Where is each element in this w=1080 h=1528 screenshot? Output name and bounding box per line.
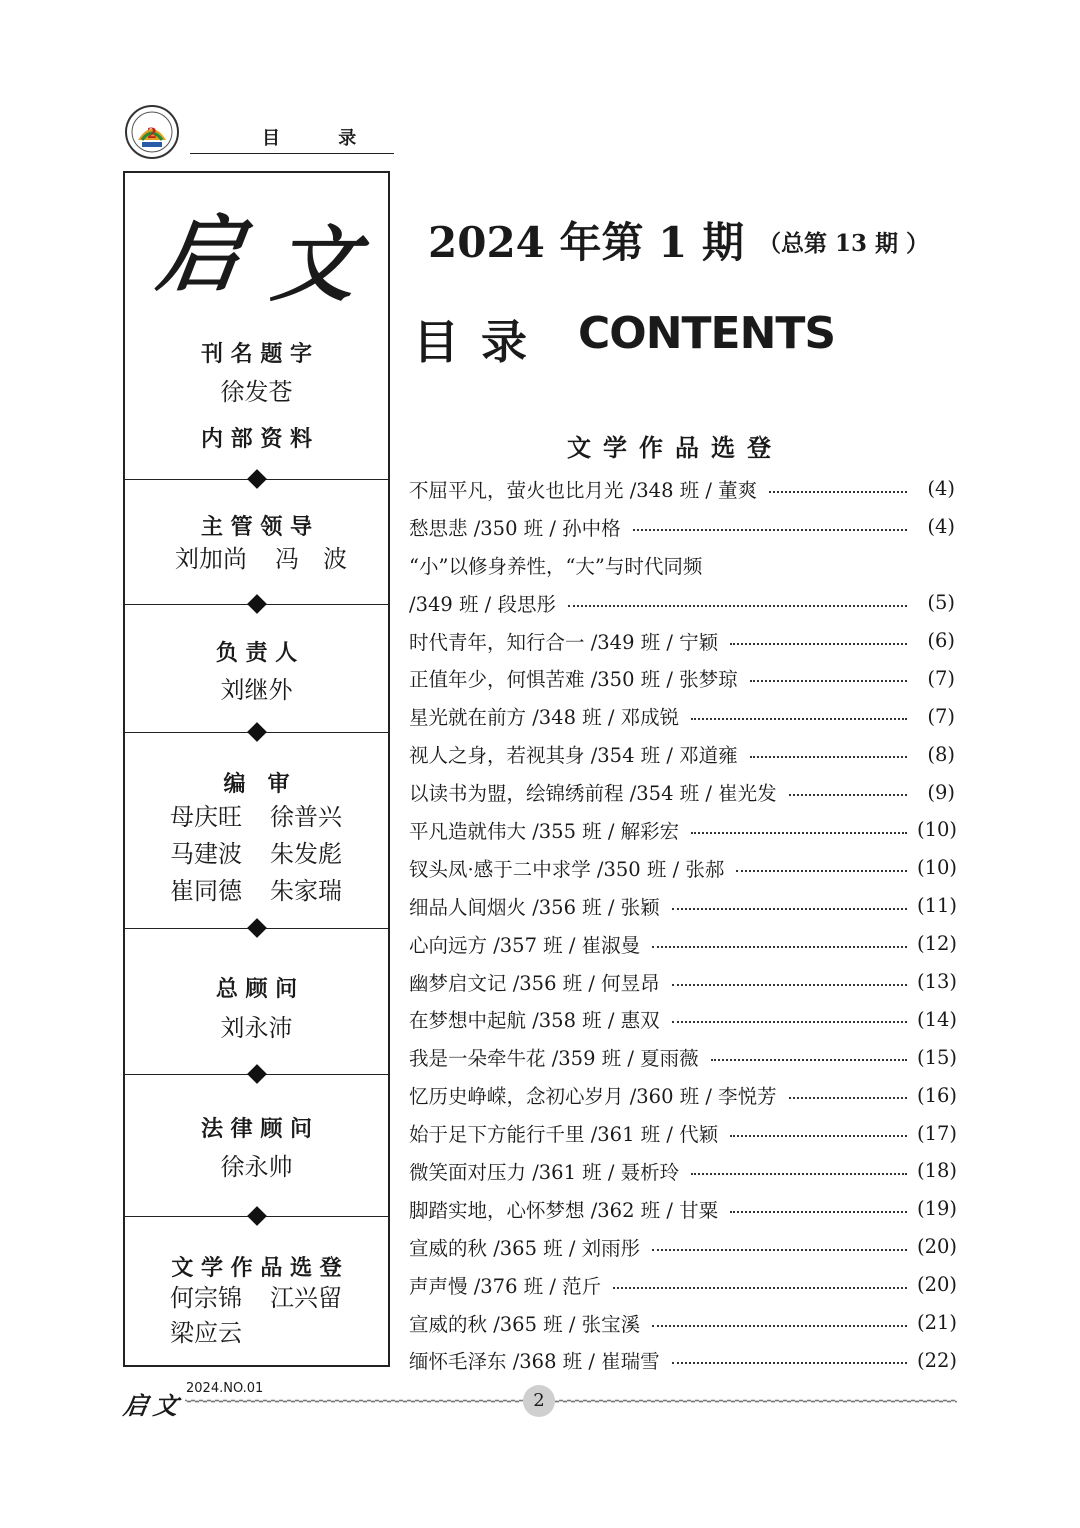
toc-entry xyxy=(409,1152,958,1190)
section-heading-responsible: 负 责 人 xyxy=(215,641,298,666)
toc-entry-page: (8) xyxy=(927,742,955,766)
toc-entry xyxy=(409,546,955,584)
toc-leader-dots xyxy=(730,1135,907,1137)
name-legal-advisor: 徐永帅 xyxy=(220,1153,293,1181)
toc-entry-title: 正值年少，何惧苦难 /350 班 / 张梦琼 xyxy=(409,668,738,692)
school-logo-icon xyxy=(124,104,180,160)
name: 朱发彪 xyxy=(270,840,342,868)
toc-entry-page: (17) xyxy=(917,1121,958,1145)
name: 马建波 xyxy=(170,840,242,868)
section-name-calligrapher: 徐发苍 xyxy=(220,378,293,406)
toc-entry xyxy=(409,1114,958,1152)
toc-entry xyxy=(409,584,955,622)
toc-leader-dots xyxy=(769,491,907,493)
toc-entry xyxy=(409,963,958,1001)
toc-entry-title: 愁思悲 /350 班 / 孙中格 xyxy=(409,516,621,540)
header-rule xyxy=(190,153,394,154)
masthead-title-char-1: 启 xyxy=(152,207,248,303)
toc-entry-page: (7) xyxy=(927,666,955,690)
header-title: 目 录 xyxy=(262,128,383,149)
toc-entry-page: (12) xyxy=(917,932,958,956)
toc-entry xyxy=(409,1304,958,1342)
toc-entry-page: (21) xyxy=(917,1311,958,1335)
toc-entry xyxy=(409,659,955,697)
toc-leader-dots xyxy=(672,1021,907,1023)
toc-entry-title: 忆历史峥嵘，念初心岁月 /360 班 / 李悦芳 xyxy=(409,1085,777,1109)
toc-entry-title: 平凡造就伟大 /355 班 / 解彩宏 xyxy=(409,819,680,843)
toc-entry-page: (10) xyxy=(917,818,958,842)
contents-title-en: CONTENTS xyxy=(578,308,836,359)
toc-leader-dots xyxy=(672,984,907,986)
toc-entry-title: 始于足下方能行千里 /361 班 / 代颖 xyxy=(409,1123,719,1147)
toc-entry-page: (5) xyxy=(927,591,955,615)
name-responsible: 刘继外 xyxy=(220,676,293,704)
toc-entry-page: (16) xyxy=(917,1083,958,1107)
toc-entry xyxy=(409,1076,958,1114)
toc-entry-title: 钗头凤·感于二中求学 /350 班 / 张郝 xyxy=(409,857,725,881)
svg-text:2: 2 xyxy=(147,126,157,142)
name: 梁应云 xyxy=(170,1319,242,1347)
toc-leader-dots xyxy=(750,680,907,682)
toc-entry-page: (15) xyxy=(917,1045,958,1069)
toc-entry-title: 缅怀毛泽东 /368 班 / 崔瑞雪 xyxy=(409,1350,660,1374)
toc-entry-page: (19) xyxy=(917,1197,958,1221)
name: 江兴留 xyxy=(270,1284,342,1312)
toc-leader-dots xyxy=(789,1097,907,1099)
toc-leader-dots xyxy=(633,529,907,531)
toc-leader-dots xyxy=(711,1059,907,1061)
names-supervisors xyxy=(175,541,375,578)
toc-entry xyxy=(409,1190,958,1228)
contents-title-cn: 目录 xyxy=(413,315,549,369)
toc-leader-dots xyxy=(691,1173,907,1175)
toc-leader-dots xyxy=(613,1287,907,1289)
toc-entry-title: 脚踏实地，心怀梦想 /362 班 / 甘粟 xyxy=(409,1198,719,1222)
toc-leader-dots xyxy=(691,718,907,720)
toc-leader-dots xyxy=(672,1362,907,1364)
name: 何宗锦 xyxy=(170,1284,242,1312)
toc-section-title: 文学作品选登 xyxy=(567,434,783,462)
toc-entry xyxy=(409,887,958,925)
toc-entry-page: (10) xyxy=(917,856,958,880)
toc-leader-dots xyxy=(691,832,907,834)
names-reviewers xyxy=(170,799,380,910)
issue-title: 2024 年第 1 期 xyxy=(428,218,744,267)
toc-entry-page: (11) xyxy=(917,894,958,918)
toc-entry xyxy=(409,1341,958,1379)
toc-entry xyxy=(409,773,955,811)
footer-masthead-mark: 启文 xyxy=(121,1391,186,1420)
toc-entry xyxy=(409,735,955,773)
section-heading-title-calligraphy: 刊 名 题 字 xyxy=(201,342,312,367)
toc-entry-title: “小”以修身养性，“大”与时代同频 xyxy=(409,554,703,578)
toc-entry-title: 星光就在前方 /348 班 / 邓成锐 xyxy=(409,706,680,730)
toc-entry-title: /349 班 / 段思彤 xyxy=(409,592,556,616)
toc-entry-page: (20) xyxy=(917,1273,958,1297)
section-heading-legal-advisor: 法 律 顾 问 xyxy=(201,1117,312,1142)
toc-entry xyxy=(409,849,958,887)
toc-leader-dots xyxy=(730,643,907,645)
section-heading-literary-editors: 文 学 作 品 选 登 xyxy=(171,1256,342,1281)
toc-leader-dots xyxy=(568,605,907,607)
toc-entry xyxy=(409,1228,958,1266)
toc-entry-page: (4) xyxy=(927,515,955,539)
toc-leader-dots xyxy=(672,908,907,910)
toc-entry-page: (20) xyxy=(917,1235,958,1259)
section-heading-reviewers: 编 审 xyxy=(223,772,290,797)
toc-entry-title: 我是一朵牵牛花 /359 班 / 夏雨薇 xyxy=(409,1047,699,1071)
toc-leader-dots xyxy=(652,946,907,948)
section-heading-chief-advisor: 总 顾 问 xyxy=(215,977,298,1002)
toc-entry xyxy=(409,925,958,963)
toc-entry xyxy=(409,622,955,660)
name: 刘加尚 xyxy=(175,545,247,573)
toc-entry-title: 微笑面对压力 /361 班 / 聂析玲 xyxy=(409,1160,680,1184)
name: 崔同德 xyxy=(170,877,242,905)
name: 冯 波 xyxy=(275,545,347,573)
toc-entry-title: 宣威的秋 /365 班 / 刘雨彤 xyxy=(409,1236,641,1260)
toc-leader-dots xyxy=(750,756,907,758)
name: 母庆旺 xyxy=(170,803,242,831)
toc-entry-page: (9) xyxy=(927,780,955,804)
name: 朱家瑞 xyxy=(270,877,342,905)
toc-entry-title: 细品人间烟火 /356 班 / 张颖 xyxy=(409,895,660,919)
toc-entry-title: 心向远方 /357 班 / 崔淑曼 xyxy=(409,933,641,957)
toc-entry-page: (6) xyxy=(927,629,955,652)
toc-leader-dots xyxy=(652,1249,907,1251)
toc-entry xyxy=(409,1038,958,1076)
toc-entry-page: (7) xyxy=(927,704,955,728)
toc-entry-title: 在梦想中起航 /358 班 / 惠双 xyxy=(409,1009,660,1033)
toc-entry-title: 时代青年，知行合一 /349 班 / 宁颖 xyxy=(409,630,719,654)
section-heading-internal: 内 部 资 料 xyxy=(201,427,312,452)
section-heading-supervisors: 主 管 领 导 xyxy=(201,515,312,540)
name-chief-advisor: 刘永沛 xyxy=(220,1014,293,1042)
toc-entry-title: 幽梦启文记 /356 班 / 何昱昂 xyxy=(409,971,660,995)
toc-entry-page: (14) xyxy=(917,1007,958,1031)
issue-total-number: （总第 13 期 ） xyxy=(758,230,930,257)
toc-entry-title: 声声慢 /376 班 / 范斤 xyxy=(409,1274,602,1298)
toc-entry xyxy=(409,697,955,735)
toc-leader-dots xyxy=(652,1325,907,1327)
toc-leader-dots xyxy=(789,794,907,796)
toc-entry-page: (4) xyxy=(927,477,955,501)
toc-entry-page: (22) xyxy=(917,1348,958,1372)
toc-entry-page: (18) xyxy=(917,1159,958,1183)
toc-entry-title: 宣威的秋 /365 班 / 张宝溪 xyxy=(409,1312,641,1336)
names-literary-editors xyxy=(170,1281,380,1351)
toc-entry-title: 不屈平凡，萤火也比月光 /348 班 / 董爽 xyxy=(409,478,758,502)
footer-wave-rule xyxy=(185,1398,957,1404)
toc-entry xyxy=(409,811,958,849)
masthead-title-char-2: 文 xyxy=(267,217,363,313)
toc-entry-title: 以读书为盟，绘锦绣前程 /354 班 / 崔光发 xyxy=(409,782,777,806)
toc-entry xyxy=(409,508,955,546)
toc-entry xyxy=(409,1266,958,1304)
toc-leader-dots xyxy=(736,870,907,872)
name: 徐普兴 xyxy=(270,803,342,831)
toc-entry xyxy=(409,470,955,508)
page-number-badge: 2 xyxy=(523,1385,555,1417)
toc-entry xyxy=(409,1000,958,1038)
toc-entry-title: 视人之身，若视其身 /354 班 / 邓道雍 xyxy=(409,744,738,768)
table-of-contents xyxy=(409,470,958,1379)
toc-entry-page: (13) xyxy=(917,970,958,994)
footer-issue-number: 2024.NO.01 xyxy=(186,1381,264,1396)
toc-leader-dots xyxy=(730,1211,907,1213)
